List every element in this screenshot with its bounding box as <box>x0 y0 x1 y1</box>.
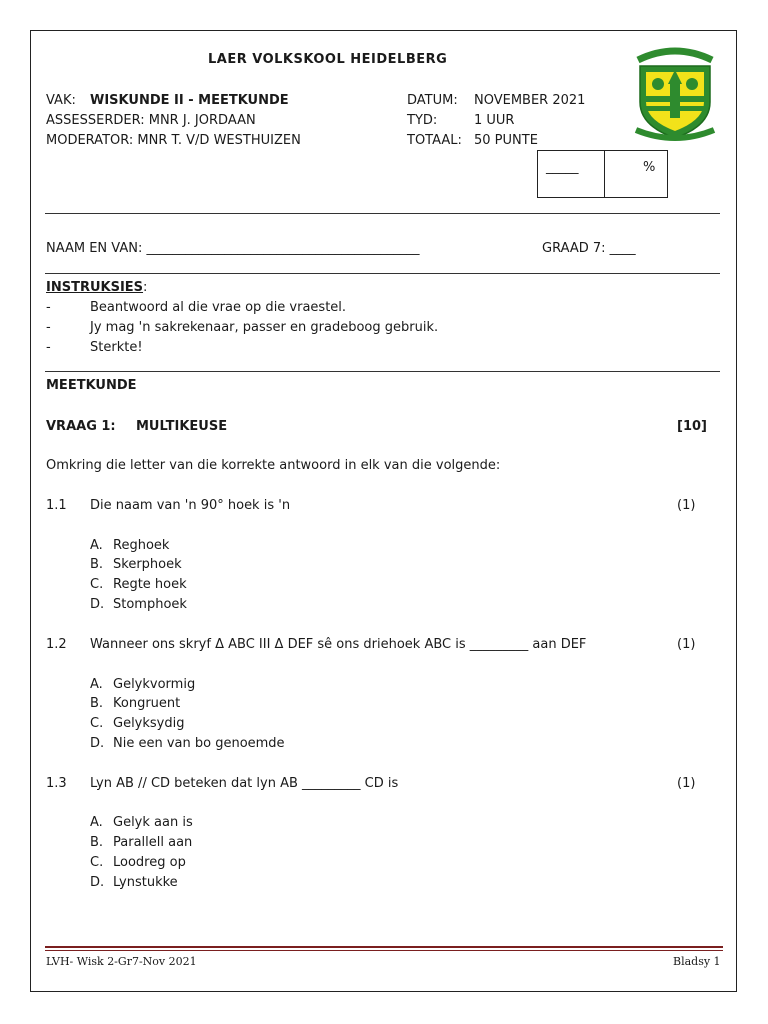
divider <box>45 213 720 214</box>
school-name: LAER VOLKSKOOL HEIDELBERG <box>208 52 448 67</box>
instruction-item: Beantwoord al die vrae op die vraestel. <box>90 300 347 315</box>
question-intro: Omkring die letter van die korrekte antwoord in elk van die volgende: <box>46 458 501 473</box>
question-mark: (1) <box>677 637 696 652</box>
option-text: Lynstukke <box>113 875 178 890</box>
tyd-label: TYD: <box>407 113 438 128</box>
bullet: - <box>46 300 51 315</box>
tyd-value: 1 UUR <box>474 113 515 128</box>
instructions-title: INSTRUKSIES <box>46 280 144 295</box>
option-letter: A. <box>90 677 103 692</box>
option-text: Nie een van bo genoemde <box>113 736 285 751</box>
option-letter: C. <box>90 716 104 731</box>
option-letter: D. <box>90 736 105 751</box>
question-title: MULTIKEUSE <box>136 419 228 434</box>
instructions-colon: : <box>143 280 148 295</box>
question-number: 1.3 <box>46 776 67 791</box>
question-number: 1.2 <box>46 637 67 652</box>
question-marks: [10] <box>677 419 707 434</box>
question-label: VRAAG 1: <box>46 419 116 434</box>
vak-label: VAK: <box>46 93 76 108</box>
school-crest-icon <box>632 42 718 142</box>
question-text: Lyn AB // CD beteken dat lyn AB _________ CD is <box>90 776 399 791</box>
option-letter: B. <box>90 696 104 711</box>
datum-value: NOVEMBER 2021 <box>474 93 586 108</box>
question-text: Wanneer ons skryf Δ ABC III Δ DEF sê ons driehoek ABC is _________ aan DEF <box>90 637 587 652</box>
option-letter: C. <box>90 577 104 592</box>
option-text: Gelyksydig <box>113 716 185 731</box>
percent-sign: % <box>643 160 656 175</box>
option-letter: D. <box>90 597 105 612</box>
vak-value: WISKUNDE II - MEETKUNDE <box>90 93 289 108</box>
option-text: Kongruent <box>113 696 181 711</box>
datum-label: DATUM: <box>407 93 458 108</box>
instructions-heading <box>46 280 147 295</box>
option-text: Reghoek <box>113 538 170 553</box>
question-text: Die naam van 'n 90° hoek is 'n <box>90 498 291 513</box>
section-title: MEETKUNDE <box>46 378 137 393</box>
divider <box>45 273 720 274</box>
question-mark: (1) <box>677 498 696 513</box>
moderator: MODERATOR: MNR T. V/D WESTHUIZEN <box>46 133 301 148</box>
page-number: Bladsy 1 <box>673 955 721 968</box>
name-field: NAAM EN VAN: __________________________________________ <box>46 241 420 256</box>
option-text: Loodreg op <box>113 855 186 870</box>
option-text: Skerphoek <box>113 557 182 572</box>
question-number: 1.1 <box>46 498 67 513</box>
option-letter: A. <box>90 815 103 830</box>
bullet: - <box>46 340 51 355</box>
question-mark: (1) <box>677 776 696 791</box>
totaal-value: 50 PUNTE <box>474 133 538 148</box>
option-text: Stomphoek <box>113 597 187 612</box>
instruction-item: Jy mag 'n sakrekenaar, passer en gradeboog gebruik. <box>90 320 439 335</box>
totaal-label: TOTAAL: <box>407 133 462 148</box>
option-text: Regte hoek <box>113 577 187 592</box>
grade-field: GRAAD 7: ____ <box>542 241 636 256</box>
option-letter: D. <box>90 875 105 890</box>
option-text: Gelyk aan is <box>113 815 193 830</box>
option-letter: B. <box>90 835 104 850</box>
option-letter: A. <box>90 538 103 553</box>
footer-rule <box>45 950 723 951</box>
assessor: ASSESSERDER: MNR J. JORDAAN <box>46 113 256 128</box>
instruction-item: Sterkte! <box>90 340 143 355</box>
score-blank: _____ <box>546 160 579 175</box>
option-text: Parallell aan <box>113 835 193 850</box>
footer-left: LVH- Wisk 2-Gr7-Nov 2021 <box>46 955 197 968</box>
option-text: Gelykvormig <box>113 677 196 692</box>
divider <box>45 371 720 372</box>
bullet: - <box>46 320 51 335</box>
option-letter: C. <box>90 855 104 870</box>
option-letter: B. <box>90 557 104 572</box>
footer-rule <box>45 946 723 948</box>
